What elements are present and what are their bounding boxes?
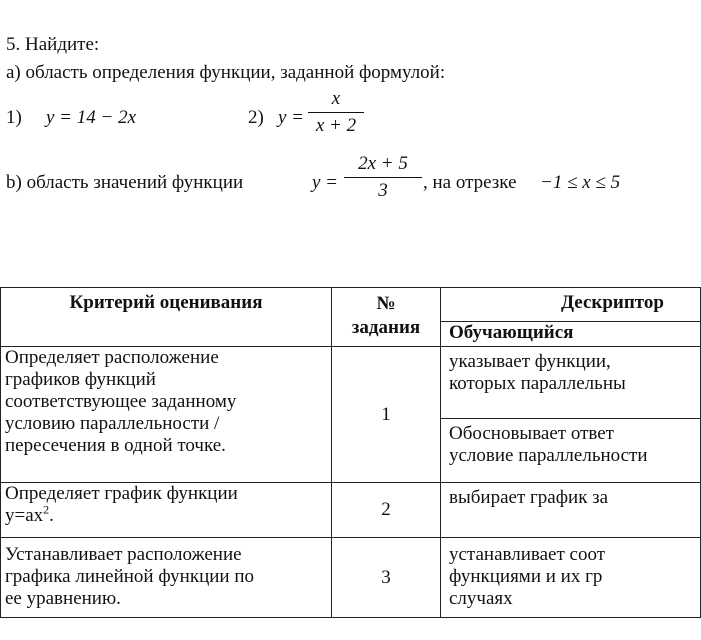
table-row-1-descriptor-1 [441, 347, 701, 419]
criterion-line: Устанавливает расположение [5, 544, 242, 565]
criterion-line: условию параллельности / [5, 413, 220, 434]
descriptor-line: которых параллельны [449, 373, 626, 394]
criterion-line: Определяет расположение [5, 347, 219, 368]
table-row-3-number: 3 [332, 538, 441, 618]
descriptor-line: условие параллельности [449, 445, 648, 466]
formula-2-lhs: y = [278, 107, 305, 128]
fraction-bar [308, 112, 364, 113]
header-number-sign: № [376, 293, 396, 314]
descriptor-line: выбирает график за [449, 487, 609, 508]
formula-2-label: 2) [248, 107, 264, 128]
criterion-line: пересечения в одной точке. [5, 435, 226, 456]
table-row-1-criterion [1, 347, 332, 483]
header-task-number [332, 288, 441, 347]
formula-b-lhs: y = [312, 172, 339, 193]
descriptor-line: Обосновывает ответ [449, 423, 614, 444]
criterion-formula-exponent: 2 [43, 502, 50, 517]
criterion-formula-end: . [49, 505, 54, 526]
descriptor-line: случаях [449, 588, 513, 609]
formula-1: y = 14 − 2x [46, 107, 137, 128]
header-student: Обучающийся [441, 322, 701, 347]
formula-b-numerator: 2x + 5 [358, 153, 408, 174]
formula-b-denominator: 3 [378, 180, 388, 201]
task-part-b: b) область значений функции [6, 172, 244, 193]
criterion-line: графика линейной функции по [5, 566, 254, 587]
task-part-b-tail: , на отрезке [423, 172, 517, 193]
criterion-line: графиков функций [5, 369, 156, 390]
descriptor-line: функциями и их гр [449, 566, 603, 587]
table-row-2-number: 2 [332, 483, 441, 538]
descriptor-line: указывает функции, [449, 351, 611, 372]
formula-b-fraction [344, 153, 422, 202]
criterion-line: ее уравнению. [5, 588, 121, 609]
criterion-formula [5, 502, 327, 527]
fraction-bar [344, 177, 422, 178]
task-part-b-range: −1 ≤ x ≤ 5 [540, 172, 621, 193]
table-row-3-descriptor [441, 538, 701, 618]
table-row-1-descriptor-2 [441, 419, 701, 483]
formula-2-numerator: x [331, 88, 341, 109]
criterion-formula-base: y=ax [5, 505, 44, 526]
formula-1-label: 1) [6, 107, 22, 128]
table-row-3-criterion [1, 538, 332, 618]
formula-2-denominator: x + 2 [315, 115, 357, 136]
descriptor-line: устанавливает соот [449, 544, 605, 565]
criterion-line: соответствующее заданному [5, 391, 237, 412]
task-heading: 5. Найдите: [6, 34, 100, 55]
table-row-2-criterion [1, 483, 332, 538]
criterion-line: Определяет график функции [5, 483, 238, 504]
task-part-a: a) область определения функции, заданной формулой: [6, 62, 446, 83]
formula-2-fraction [308, 88, 364, 137]
table-row-2-descriptor [441, 483, 701, 538]
header-descriptor: Дескриптор [441, 288, 701, 322]
table-row-1-number: 1 [332, 347, 441, 483]
header-criterion: Критерий оценивания [1, 288, 332, 347]
criteria-table [0, 287, 701, 618]
header-task-label: задания [351, 317, 421, 338]
